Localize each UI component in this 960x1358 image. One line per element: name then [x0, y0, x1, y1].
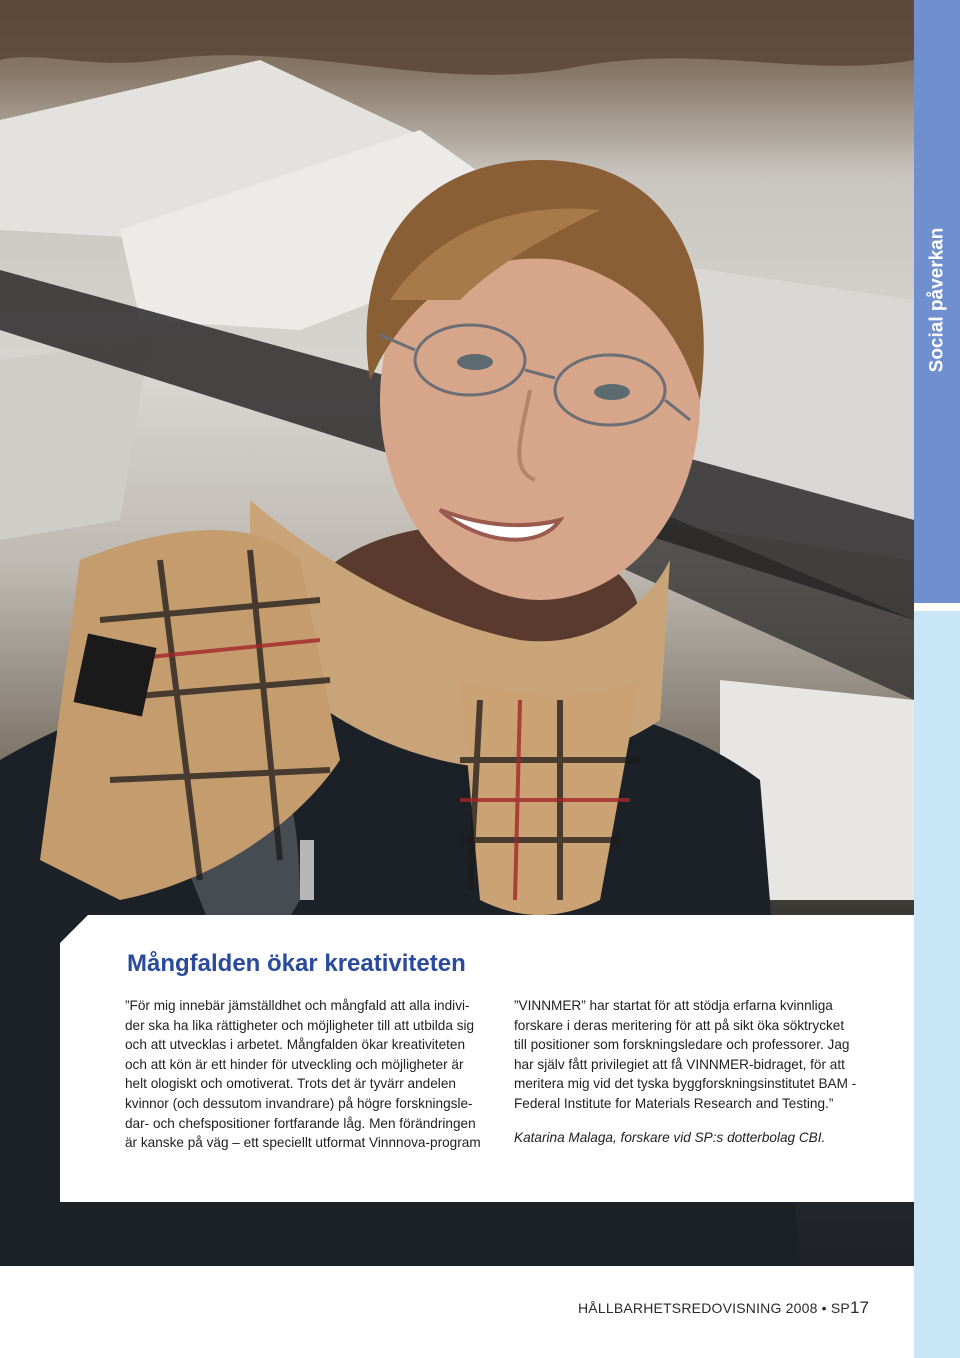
- page-number: 17: [850, 1298, 869, 1317]
- article-right-column: [514, 996, 879, 1147]
- side-tab-bottom: [914, 611, 960, 1358]
- quote-paragraph-start: ”För mig innebär jämställdhet och mångfald att alla indivi- der ska ha lika rättigheter och möjligheter till att utbilda sig och att utvecklas i arbetet. Mångfalden ökar kreativiteten och att kön är ett hinder för utveckling och möjligheter är helt ologiskt och omotiverat. Trots det är tyvärr andelen kvinnor (och dessutom invandrare) på högre forskningsle- dar- och chefspositioner fortfarande låg. Men förändringen är kanske på väg – ett speciellt utformat Vinnnova-program: [125, 998, 481, 1151]
- quote-signature: Katarina Malaga, forskare vid SP:s dotterbolag CBI.: [514, 1129, 826, 1145]
- article-left-column: [125, 996, 490, 1153]
- page-footer: HÅLLBARHETSREDOVISNING 2008 • SP: [578, 1300, 850, 1316]
- side-tab-label: Social påverkan: [926, 227, 948, 373]
- side-tab-label-container: [917, 220, 957, 380]
- quote-paragraph-end: ”VINNMER” har startat för att stödja erfarna kvinnliga forskare i deras meritering för att på sikt öka söktrycket till positioner som forskningsledare och professorer. Jag har själv fått privilegiet att få VINNMER-bidraget, för att meritera mig vid det tyska byggforskningsinstitutet BAM - Federal Institute for Materials Research and Testing.”: [514, 998, 857, 1111]
- article-heading: Mångfalden ökar kreativiteten: [127, 950, 466, 977]
